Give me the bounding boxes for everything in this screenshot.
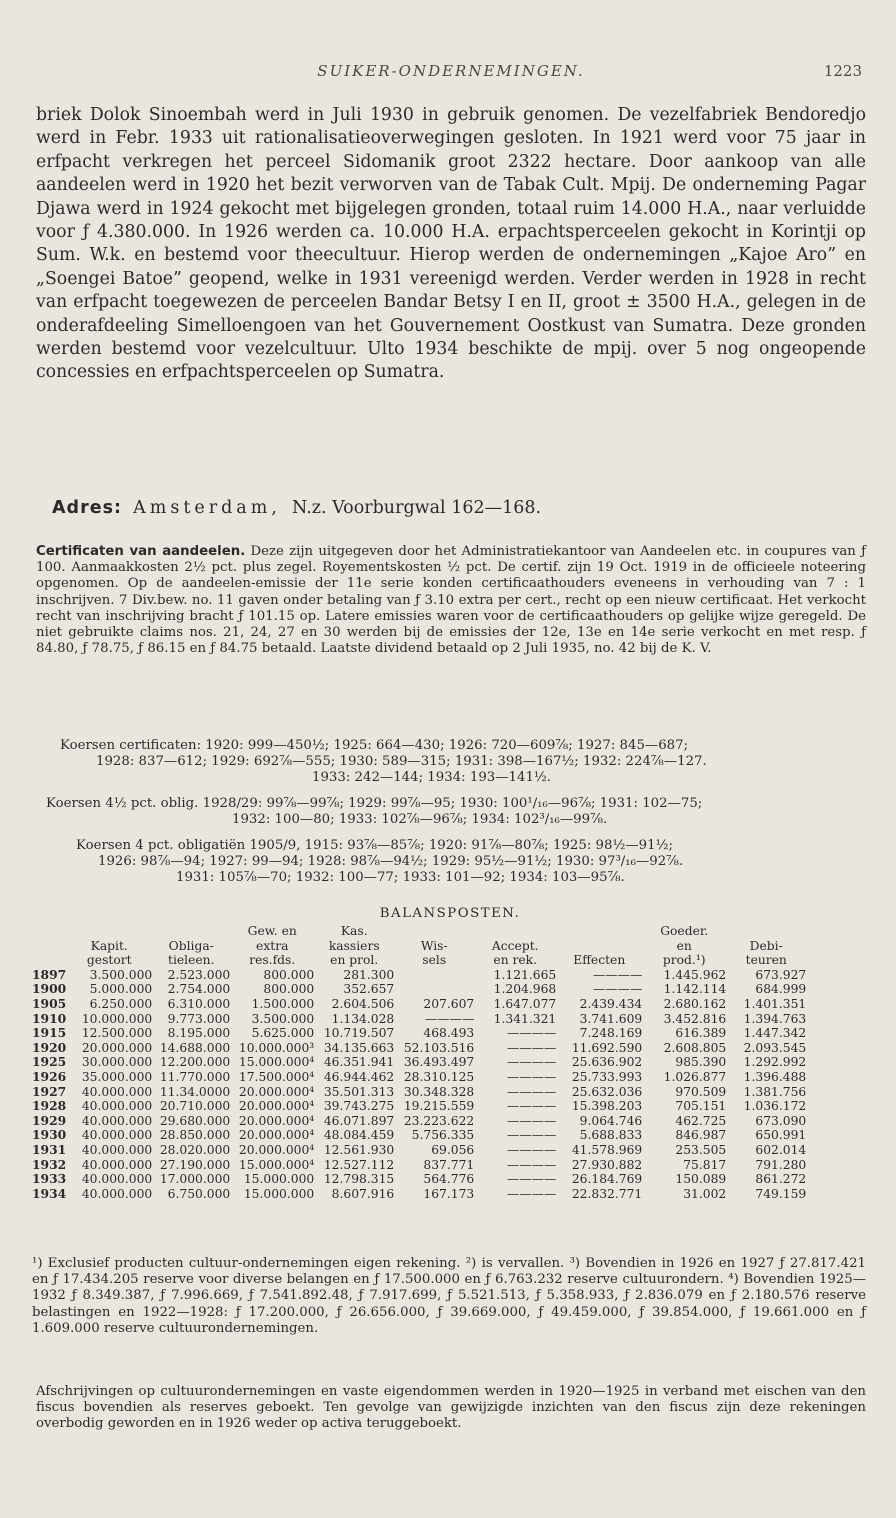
balance-value-cell: 14.688.000 xyxy=(159,1040,231,1055)
balance-value-cell: 2.608.805 xyxy=(663,1040,727,1055)
balance-year-cell: 1931 xyxy=(32,1141,67,1157)
balance-value-cell: 39.743.275 xyxy=(323,1099,395,1114)
table-row xyxy=(32,1128,806,1143)
balance-header-cell xyxy=(32,953,66,968)
balance-value-cell: 1.445.962 xyxy=(663,967,727,982)
table-row xyxy=(32,1085,806,1100)
balance-value-cell: 705.151 xyxy=(675,1099,727,1114)
balance-value-cell: 3.452.816 xyxy=(663,1011,727,1026)
balance-value-cell: 20.000.000⁴ xyxy=(238,1099,315,1114)
balance-value-cell: 22.832.771 xyxy=(571,1186,643,1201)
running-header xyxy=(36,62,866,84)
balance-value-cell: 40.000.000 xyxy=(81,1186,153,1201)
balance-value-cell: 3.500.000 xyxy=(251,1011,315,1026)
balance-value-cell: 20.000.000⁴ xyxy=(238,1128,315,1143)
balance-value-cell: 2.754.000 xyxy=(167,982,231,997)
balance-header-cell: sels xyxy=(422,953,447,968)
balance-header-cell: Accept. xyxy=(491,938,539,953)
balance-header-cell: en prol. xyxy=(330,953,379,968)
balance-value-cell: 28.310.125 xyxy=(403,1069,475,1084)
balance-value-cell: 15.000.000 xyxy=(243,1172,315,1187)
balance-header-cell: prod.¹) xyxy=(662,953,706,968)
balance-value-cell: 1.396.488 xyxy=(743,1069,807,1084)
balance-value-cell: 15.000.000⁴ xyxy=(238,1055,315,1070)
balance-value-cell: 15.000.000⁴ xyxy=(238,1157,315,1172)
balance-value-cell: 650.991 xyxy=(755,1128,807,1143)
balance-value-cell: 41.578.969 xyxy=(571,1142,643,1157)
balance-header-row xyxy=(32,939,806,954)
koersen-oblig-4 xyxy=(36,838,866,886)
balance-value-cell: 46.071.897 xyxy=(323,1113,395,1128)
afschrijvingen-paragraph xyxy=(36,1384,866,1433)
balance-value-cell: 5.000.000 xyxy=(89,982,153,997)
balance-value-cell: 9.773.000 xyxy=(167,1011,231,1026)
certificates-paragraph xyxy=(36,544,866,657)
balance-year-cell: 1928 xyxy=(32,1098,67,1114)
balance-value-cell: ———— xyxy=(593,982,643,997)
balance-header-cell: Debi- xyxy=(749,938,783,953)
balance-value-cell: 46.944.462 xyxy=(323,1069,395,1084)
balance-value-cell: 40.000.000 xyxy=(81,1142,153,1157)
balance-value-cell: 8.607.916 xyxy=(331,1186,395,1201)
koers-line: 1928: 837—612; 1929: 692⅞—555; 1930: 589—315; 1931: 398—167½; 1932: 224⅞—127. xyxy=(96,754,707,769)
balance-value-cell: 468.493 xyxy=(423,1026,475,1041)
balance-section xyxy=(32,906,868,1201)
balance-value-cell: 6.250.000 xyxy=(89,996,153,1011)
address-street: N.z. Voorburgwal 162—168. xyxy=(292,498,542,518)
balance-value-cell: 1.204.968 xyxy=(493,982,557,997)
balance-value-cell: 20.000.000⁴ xyxy=(238,1142,315,1157)
balance-value-cell: 846.987 xyxy=(675,1128,727,1143)
balance-value-cell: 462.725 xyxy=(675,1113,727,1128)
balance-value-cell: 26.184.769 xyxy=(571,1172,643,1187)
balance-header-cell: res.fds. xyxy=(249,953,296,968)
balance-year-cell: 1897 xyxy=(32,966,67,982)
balance-value-cell: 3.741.609 xyxy=(579,1011,643,1026)
balance-value-cell: 352.657 xyxy=(343,982,395,997)
balance-value-cell: 46.351.941 xyxy=(323,1055,395,1070)
balance-header-cell xyxy=(32,924,66,939)
koers-line: 1931: 105⅞—70; 1932: 100—77; 1933: 101—92; 1934: 103—95⅞. xyxy=(176,870,625,885)
balance-value-cell: 1.381.756 xyxy=(743,1084,807,1099)
balance-value-cell: 25.636.902 xyxy=(571,1055,643,1070)
balance-value-cell: 52.103.516 xyxy=(403,1040,475,1055)
balance-value-cell: 12.561.930 xyxy=(323,1142,395,1157)
balance-value-cell: 837.771 xyxy=(423,1157,475,1172)
balance-header-cell xyxy=(726,924,806,939)
page-number: 1223 xyxy=(823,62,862,80)
balance-value-cell: 40.000.000 xyxy=(81,1113,153,1128)
balance-value-cell: 20.000.000 xyxy=(81,1040,153,1055)
balance-value-cell: 564.776 xyxy=(423,1172,475,1187)
balance-value-cell: 5.756.335 xyxy=(411,1128,475,1143)
address-city: Amsterdam, xyxy=(133,498,281,518)
balance-value-cell: 684.999 xyxy=(755,982,807,997)
balance-value-cell: 1.341.321 xyxy=(493,1011,557,1026)
balance-value-cell: ———— xyxy=(507,1084,557,1099)
balance-header-cell xyxy=(66,924,152,939)
running-title: SUIKER-ONDERNEMINGEN. xyxy=(317,62,585,80)
balance-value-cell: 10.719.507 xyxy=(323,1026,395,1041)
balance-year-cell: 1926 xyxy=(32,1068,67,1084)
balance-value-cell: 1.394.763 xyxy=(743,1011,807,1026)
balance-value-cell: 40.000.000 xyxy=(81,1172,153,1187)
table-row xyxy=(32,968,806,983)
balance-header-cell xyxy=(32,939,66,954)
koers-line: 1932: 100—80; 1933: 102⅞—96⅞; 1934: 102³/₁₆—99⅞. xyxy=(232,812,608,827)
balance-value-cell: 25.632.036 xyxy=(571,1084,643,1099)
certificates-text: Deze zijn uitgegeven door het Administratiekantoor van Aandeelen etc. in coupures van ƒ 100. Aanmaakkosten 2½ pct. plus zegel. Royementskosten ½ pct. De certif. zijn 19 Oct. 1919 in de officieele noteering opgenomen. Op de aandeelen-emissie der 11e serie konden certificaathouders eveneens in verhouding van 7 : 1 inschrijven. 7 Div.bew. no. 11 gaven onder betaling van ƒ 3.10 extra per cert., recht op een nieuw certificaat. Het verkocht recht van inschrijving bracht ƒ 101.15 op. Latere emissies waren voor de certificaathouders op gelijke wijze geregeld. De niet gebruikte claims nos. 21, 24, 27 en 30 werden bij de emissies der 12e, 13e en 14e serie verkocht en met resp. ƒ 84.80, ƒ 78.75, ƒ 86.15 en ƒ 84.75 betaald. Laatste dividend betaald op 2 Juli 1935, no. 42 bij de K. V. xyxy=(36,544,866,657)
balance-value-cell: 253.505 xyxy=(675,1142,727,1157)
balance-value-cell: 5.625.000 xyxy=(251,1026,315,1041)
balance-value-cell: 23.223.622 xyxy=(403,1113,475,1128)
balance-year-cell: 1920 xyxy=(32,1039,67,1055)
balance-value-cell: 17.500.000⁴ xyxy=(238,1069,315,1084)
balance-year-cell: 1934 xyxy=(32,1185,67,1201)
balance-header-cell: kassiers xyxy=(328,938,380,953)
balance-value-cell: 970.509 xyxy=(675,1084,727,1099)
balance-value-cell: 2.523.000 xyxy=(167,967,231,982)
balance-value-cell: 602.014 xyxy=(755,1142,807,1157)
table-row xyxy=(32,997,806,1012)
table-row xyxy=(32,1172,806,1187)
balance-value-cell: 27.930.882 xyxy=(571,1157,643,1172)
balance-value-cell: 11.692.590 xyxy=(571,1040,643,1055)
table-row xyxy=(32,1041,806,1056)
balance-value-cell: 10.000.000³ xyxy=(238,1040,315,1055)
balance-value-cell: 20.710.000 xyxy=(159,1099,231,1114)
balance-value-cell: 800.000 xyxy=(263,967,315,982)
balance-value-cell: 11.770.000 xyxy=(159,1069,231,1084)
balance-value-cell: 15.398.203 xyxy=(571,1099,643,1114)
footnotes-text: ¹) Exclusief producten cultuur-ondernemingen eigen rekening. ²) is vervallen. ³) Bovendien in 1926 en 1927 ƒ 27.817.421 en ƒ 17.434.205 reserve voor diverse belangen en ƒ 17.500.000 en ƒ 6.763.232 reserve cultuurondern. ⁴) Bovendien 1925—1932 ƒ 8.349.387, ƒ 7.996.669, ƒ 7.541.892.48, ƒ 7.917.699, ƒ 5.521.513, ƒ 5.358.933, ƒ 2.836.079 en ƒ 2.180.576 reserve belastingen en 1922—1928: ƒ 17.200.000, ƒ 26.656.000, ƒ 39.669.000, ƒ 49.459.000, ƒ 39.854.000, ƒ 19.661.000 en ƒ 1.609.000 reserve cultuurondernemingen. xyxy=(32,1256,866,1336)
balance-year-cell: 1933 xyxy=(32,1171,67,1187)
balance-header-cell xyxy=(152,924,230,939)
balance-header-row xyxy=(32,953,806,968)
balance-header-cell: Goeder. xyxy=(660,924,709,938)
balance-table-body xyxy=(32,968,806,1202)
balance-value-cell: 150.089 xyxy=(675,1172,727,1187)
balance-value-cell: 28.850.000 xyxy=(159,1128,231,1143)
table-row xyxy=(32,1143,806,1158)
balance-header-cell: gestort xyxy=(86,953,132,968)
koersen-certificaten xyxy=(36,738,866,786)
balance-value-cell: 25.733.993 xyxy=(571,1069,643,1084)
balance-value-cell: 1.026.877 xyxy=(663,1069,727,1084)
balance-value-cell: 11.34.0000 xyxy=(159,1084,231,1099)
balance-value-cell: 40.000.000 xyxy=(81,1157,153,1172)
balance-value-cell: 207.607 xyxy=(423,996,475,1011)
table-row xyxy=(32,1099,806,1114)
balance-value-cell: 9.064.746 xyxy=(579,1113,643,1128)
balance-value-cell: 12.500.000 xyxy=(81,1026,153,1041)
balance-value-cell: 673.090 xyxy=(755,1113,807,1128)
table-row xyxy=(32,1012,806,1027)
balance-value-cell: 30.000.000 xyxy=(81,1055,153,1070)
balance-header-cell: tieleen. xyxy=(168,953,215,968)
balance-table xyxy=(32,924,806,1201)
table-row xyxy=(32,982,806,997)
balance-header-cell: en rek. xyxy=(493,953,538,968)
balance-value-cell: 616.389 xyxy=(675,1026,727,1041)
balance-value-cell: 1.401.351 xyxy=(743,996,807,1011)
balance-value-cell: 1.036.172 xyxy=(743,1099,807,1114)
balance-value-cell: 48.084.459 xyxy=(323,1128,395,1143)
balance-value-cell: ———— xyxy=(507,1069,557,1084)
table-row xyxy=(32,1026,806,1041)
balance-value-cell: 2.439.434 xyxy=(579,996,643,1011)
balance-value-cell: 36.493.497 xyxy=(403,1055,475,1070)
balance-value-cell: 1.292.992 xyxy=(743,1055,807,1070)
balance-year-cell: 1927 xyxy=(32,1083,67,1099)
balance-value-cell: 20.000.000⁴ xyxy=(238,1084,315,1099)
balance-header-cell xyxy=(556,939,642,954)
balance-value-cell: 40.000.000 xyxy=(81,1084,153,1099)
balance-value-cell: 1.647.077 xyxy=(493,996,557,1011)
balance-value-cell: ———— xyxy=(507,1055,557,1070)
balance-value-cell: ———— xyxy=(507,1128,557,1143)
balance-year-cell: 1915 xyxy=(32,1025,67,1041)
balance-value-cell: ———— xyxy=(507,1099,557,1114)
balance-title: BALANSPOSTEN. xyxy=(379,906,521,921)
koers-line: 1933: 242—144; 1934: 193—141½. xyxy=(312,770,552,785)
balance-value-cell: 12.527.112 xyxy=(323,1157,395,1172)
balance-header-cell xyxy=(556,924,642,939)
balance-value-cell: 5.688.833 xyxy=(579,1128,643,1143)
koersen-oblig-4-5 xyxy=(36,796,866,828)
balance-year-cell: 1905 xyxy=(32,995,67,1011)
table-row xyxy=(32,1070,806,1085)
balance-value-cell xyxy=(394,982,474,997)
balance-value-cell: 2.093.545 xyxy=(743,1040,807,1055)
balance-value-cell: 40.000.000 xyxy=(81,1099,153,1114)
balance-year-cell: 1925 xyxy=(32,1054,67,1070)
balance-value-cell: ———— xyxy=(507,1186,557,1201)
table-row xyxy=(32,1187,806,1202)
koers-line: Koersen 4½ pct. oblig. 1928/29: 99⅞—99⅞; 1929: 99⅞—95; 1930: 100¹/₁₆—96⅞; 1931: 102—75; xyxy=(46,796,703,811)
balance-value-cell: 7.248.169 xyxy=(579,1026,643,1041)
balance-header-cell: Kapit. xyxy=(90,938,128,953)
balance-value-cell: 15.000.000 xyxy=(243,1186,315,1201)
balance-value-cell: ———— xyxy=(507,1040,557,1055)
balance-value-cell: 12.200.000 xyxy=(159,1055,231,1070)
balance-value-cell: 10.000.000 xyxy=(81,1011,153,1026)
balance-value-cell: 19.215.559 xyxy=(403,1099,475,1114)
address-label: Adres: xyxy=(52,498,122,518)
balance-value-cell: 6.310.000 xyxy=(167,996,231,1011)
balance-header-cell xyxy=(474,924,556,939)
balance-value-cell: 1.121.665 xyxy=(493,967,557,982)
balance-value-cell: ———— xyxy=(507,1113,557,1128)
balance-year-cell: 1929 xyxy=(32,1112,67,1128)
balance-header-cell: Kas. xyxy=(340,924,368,938)
balance-header-cell: en xyxy=(676,938,692,953)
balance-year-cell: 1910 xyxy=(32,1010,67,1026)
balance-value-cell: 31.002 xyxy=(683,1186,727,1201)
balance-value-cell: 40.000.000 xyxy=(81,1128,153,1143)
body-text: briek Dolok Sinoembah werd in Juli 1930 in gebruik genomen. De vezelfabriek Bendoredjo werd in Febr. 1933 uit rationalisatieoverwegingen gesloten. In 1921 werd voor 75 jaar in erfpacht verkregen het perceel Sidomanik groot 2322 hectare. Door aankoop van alle aandeelen werd in 1920 het bezit verworven van de Tabak Cult. Mpij. De onderneming Pagar Djawa werd in 1924 gekocht met bijgelegen gronden, totaal ruim 14.000 H.A., naar verluidde voor ƒ 4.380.000. In 1926 werden ca. 10.000 H.A. erpachtsperceelen gekocht in Korintji op Sum. W.k. en bestemd voor theecultuur. Hierop werden de ondernemingen „Kajoe Aro” en „Soengei Batoe” geopend, welke in 1931 vereenigd werden. Verder werden in 1928 in recht van erfpacht toegewezen de perceelen Bandar Betsy I en II, groot ± 3500 H.A., gelegen in de onderafdeeling Simelloengoen van het Gouvernement Oostkust van Sumatra. Deze gronden werden bestemd voor vezelcultuur. Ulto 1934 beschikte de mpij. over 5 nog ongeopende concessies en erfpachtsperceelen op Sumatra. xyxy=(36,105,866,383)
balance-value-cell: 861.272 xyxy=(755,1172,807,1187)
balance-value-cell: 35.501.313 xyxy=(323,1084,395,1099)
balance-value-cell: 673.927 xyxy=(755,967,807,982)
balance-header-cell: extra xyxy=(256,938,289,953)
balance-value-cell: 34.135.663 xyxy=(323,1040,395,1055)
footnotes xyxy=(32,1256,866,1337)
balance-header-cell: Obliga- xyxy=(168,938,214,953)
balance-year-cell: 1930 xyxy=(32,1127,67,1143)
balance-value-cell: 75.817 xyxy=(683,1157,727,1172)
balance-value-cell: 17.000.000 xyxy=(159,1172,231,1187)
table-row xyxy=(32,1055,806,1070)
balance-value-cell: ———— xyxy=(507,1172,557,1187)
koers-line: Koersen certificaten: 1920: 999—450½; 1925: 664—430; 1926: 720—609⅞; 1927: 845—687; xyxy=(60,738,689,753)
balance-value-cell: 29.680.000 xyxy=(159,1113,231,1128)
balance-header-cell: teuren xyxy=(745,953,787,968)
balance-value-cell: 35.000.000 xyxy=(81,1069,153,1084)
balance-header-row xyxy=(32,924,806,939)
balance-value-cell: 20.000.000⁴ xyxy=(238,1113,315,1128)
balance-header-cell: Effecten xyxy=(573,953,626,968)
balance-value-cell: 1.500.000 xyxy=(251,996,315,1011)
afschrijvingen-text: Afschrijvingen op cultuurondernemingen en vaste eigendommen werden in 1920—1925 in verband met eischen van den fiscus bovendien als reserves geboekt. Ten gevolge van gewijzigde inzichten van den fiscus zijn deze rekeningen overbodig geworden en in 1926 weder op activa teruggeboekt. xyxy=(36,1384,866,1432)
balance-header-cell: Wis- xyxy=(420,938,448,953)
balance-value-cell: 28.020.000 xyxy=(159,1142,231,1157)
balance-value-cell: 8.195.000 xyxy=(167,1026,231,1041)
balance-value-cell: ———— xyxy=(425,1011,475,1026)
balance-year-cell: 1932 xyxy=(32,1156,67,1172)
balance-value-cell: 30.348.328 xyxy=(403,1084,475,1099)
balance-value-cell: 281.300 xyxy=(343,967,395,982)
table-row xyxy=(32,1114,806,1129)
body-paragraph xyxy=(36,104,866,385)
certificates-label: Certificaten van aandeelen. xyxy=(36,544,246,559)
koers-line: 1926: 98⅞—94; 1927: 99—94; 1928: 98⅞—94½; 1929: 95½—91½; 1930: 97³/₁₆—92⅞. xyxy=(98,854,684,869)
balance-value-cell xyxy=(394,968,474,983)
balance-value-cell: 3.500.000 xyxy=(89,967,153,982)
koers-line: Koersen 4 pct. obligatiën 1905/9, 1915: 93⅞—85⅞; 1920: 91⅞—80⅞; 1925: 98½—91½; xyxy=(76,838,673,853)
balance-value-cell: 1.142.114 xyxy=(663,982,727,997)
balance-table-head xyxy=(32,924,806,968)
balance-header-cell xyxy=(394,924,474,939)
balance-value-cell: ———— xyxy=(593,967,643,982)
balance-value-cell: ———— xyxy=(507,1157,557,1172)
balance-value-cell: 167.173 xyxy=(423,1186,475,1201)
balance-value-cell: 985.390 xyxy=(675,1055,727,1070)
balance-value-cell: 749.159 xyxy=(755,1186,807,1201)
balance-value-cell: 1.447.342 xyxy=(743,1026,807,1041)
balance-value-cell: 2.604.506 xyxy=(331,996,395,1011)
balance-value-cell: 791.280 xyxy=(755,1157,807,1172)
balance-value-cell: 2.680.162 xyxy=(663,996,727,1011)
balance-header-cell: Gew. en xyxy=(247,924,297,938)
balance-value-cell: 27.190.000 xyxy=(159,1157,231,1172)
balance-value-cell: 12.798.315 xyxy=(323,1172,395,1187)
balance-value-cell: 1.134.028 xyxy=(331,1011,395,1026)
balance-year-cell: 1900 xyxy=(32,981,67,997)
table-row xyxy=(32,1158,806,1173)
balance-value-cell: ———— xyxy=(507,1142,557,1157)
balance-value-cell: ———— xyxy=(507,1026,557,1041)
balance-value-cell: 69.056 xyxy=(431,1142,475,1157)
address-line xyxy=(52,498,541,518)
balance-value-cell: 800.000 xyxy=(263,982,315,997)
balance-value-cell: 6.750.000 xyxy=(167,1186,231,1201)
